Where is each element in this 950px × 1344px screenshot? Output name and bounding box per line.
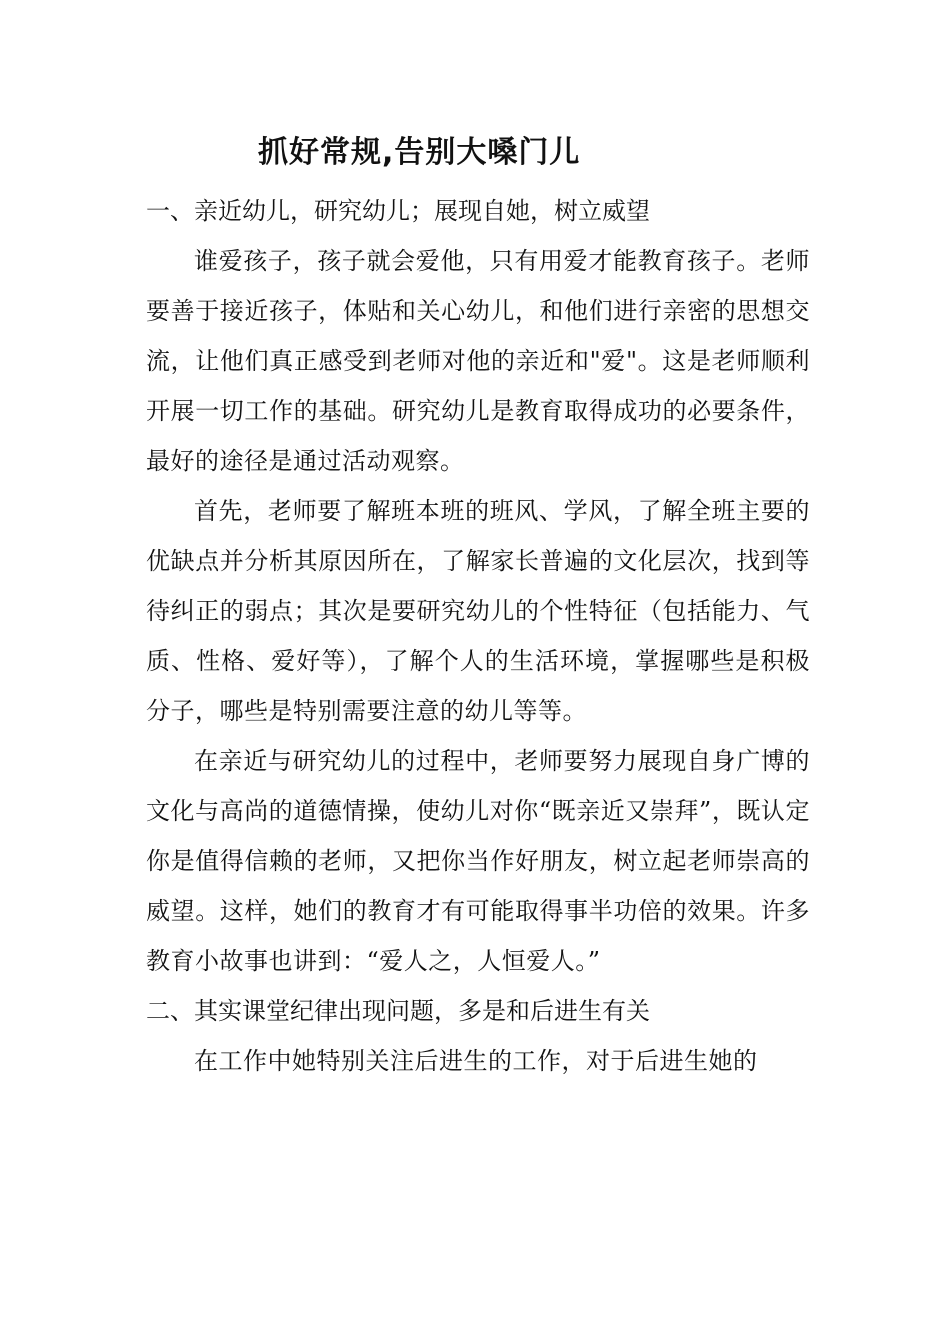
paragraph: 谁爱孩子，孩子就会爱他，只有用爱才能教育孩子。老师要善于接近孩子，体贴和关心幼儿，和他们进行亲密的思想交流，让他们真正感受到老师对他的亲近和"爱"。这是老师顺利开展一切工作的基础。研究幼儿是教育取得成功的必要条件，最好的途径是通过活动观察。 <box>146 247 810 475</box>
paragraph: 首先，老师要了解班本班的班风、学风，了解全班主要的优缺点并分析其原因所在，了解家长普遍的文化层次，找到等待纠正的弱点；其次是要研究幼儿的个性特征（包括能力、气质、性格、爱好等），了解个人的生活环境，掌握哪些是积极分子，哪些是特别需要注意的幼儿等等。 <box>146 497 810 725</box>
section-heading: 一、亲近幼儿，研究幼儿；展现自她，树立威望 <box>146 197 650 225</box>
section-heading: 二、其实课堂纪律出现问题，多是和后进生有关 <box>146 997 650 1025</box>
document-body <box>146 130 810 1086</box>
paragraph: 在亲近与研究幼儿的过程中，老师要努力展现自身广博的文化与高尚的道德情操，使幼儿对你“既亲近又崇拜”，既认定你是值得信赖的老师，又把你当作好朋友，树立起老师崇高的威望。这样，她们的教育才有可能取得事半功倍的效果。许多教育小故事也讲到：“爱人之，人恒爱人。” <box>146 747 810 975</box>
section-1 <box>146 186 810 986</box>
section-2 <box>146 986 810 1086</box>
paragraph: 在工作中她特别关注后进生的工作，对于后进生她的 <box>194 1047 758 1075</box>
document-title: 抓好常规,告别大嗓门儿 <box>258 135 581 170</box>
